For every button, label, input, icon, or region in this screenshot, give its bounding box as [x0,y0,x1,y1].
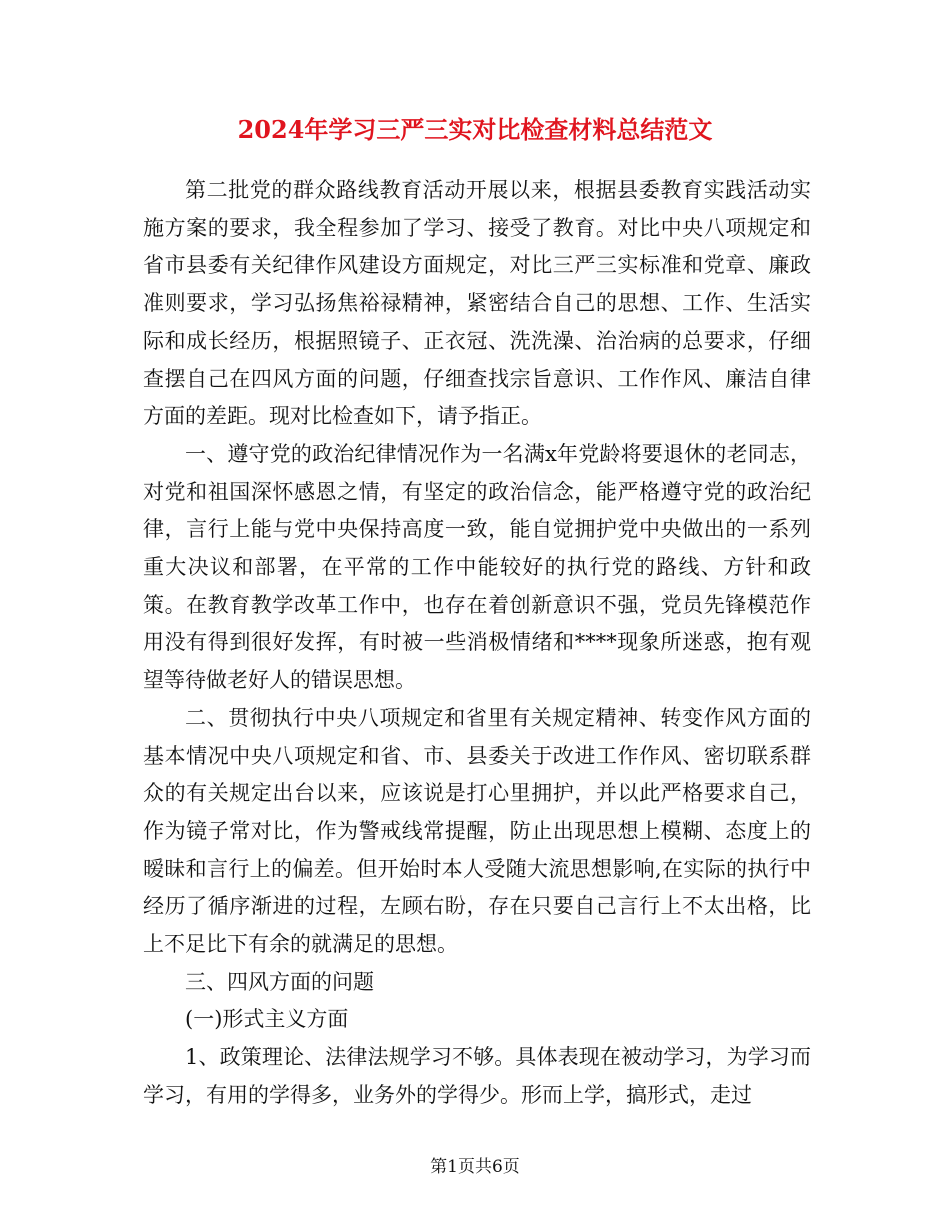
paragraph-intro: 第二批党的群众路线教育活动开展以来，根据县委教育实践活动实施方案的要求，我全程参加了学习、接受了教育。对比中央八项规定和省市县委有关纪律作风建设方面规定，对比三严三实标准和党章、廉政准则要求，学习弘扬焦裕禄精神，紧密结合自己的思想、工作、生活实际和成长经历，根据照镜子、正衣冠、洗洗澡、治治病的总要求，仔细查摆自己在四风方面的问题，仔细查找宗旨意识、工作作风、廉洁自律方面的差距。现对比检查如下，请予指正。 [143,178,811,429]
page-footer: 第1页共6页 [430,1157,520,1177]
paragraph-political-discipline: 一、遵守党的政治纪律情况作为一名满x年党龄将要退休的老同志，对党和祖国深怀感恩之情，有坚定的政治信念，能严格遵守党的政治纪律，言行上能与党中央保持高度一致，能自觉拥护党中央做出的一系列重大决议和部署，在平常的工作中能较好的执行党的路线、方针和政策。在教育教学改革工作中，也存在着创新意识不强，党员先锋模范作用没有得到很好发挥，有时被一些消极情绪和****现象所迷惑，抱有观望等待做老好人的错误思想。 [143,441,811,693]
paragraph-item-1: 1、政策理论、法律法规学习不够。具体表现在被动学习，为学习而学习，有用的学得多，业务外的学得少。形而上学，搞形式，走过 [143,1045,811,1107]
page-title: 2024年学习三严三实对比检查材料总结范文 [237,115,713,144]
section-heading-four-winds: 三、四风方面的问题 [185,969,374,994]
paragraph-eight-regulations: 二、贯彻执行中央八项规定和省里有关规定精神、转变作风方面的基本情况中央八项规定和省、市、县委关于改进工作作风、密切联系群众的有关规定出台以来，应该说是打心里拥护，并以此严格要求自己，作为镜子常对比，作为警戒线常提醒，防止出现思想上模糊、态度上的暧昧和言行上的偏差。但开始时本人受随大流思想影响,在实际的执行中经历了循序渐进的过程，左顾右盼，存在只要自己言行上不太出格，比上不足比下有余的就满足的思想。 [143,705,811,957]
subsection-heading-formalism: (一)形式主义方面 [185,1007,349,1032]
document-body [143,172,811,1115]
